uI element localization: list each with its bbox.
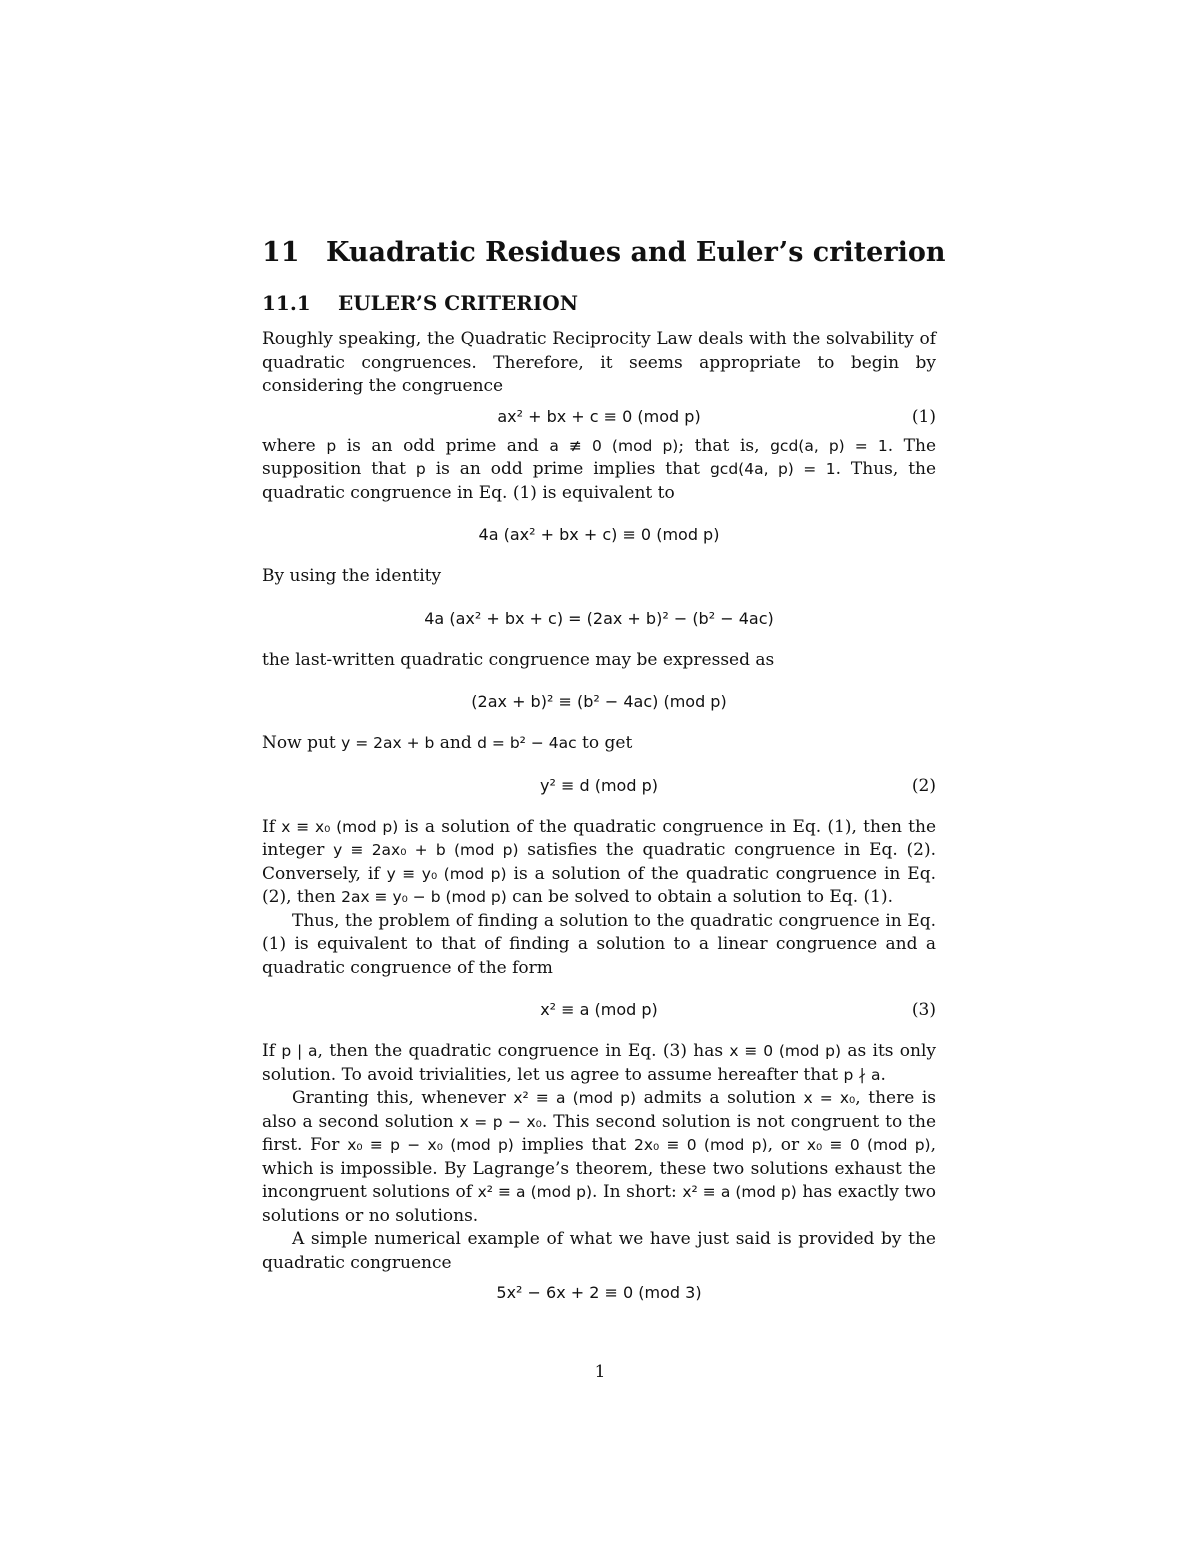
text-run: can be solved to obtain a solution to Eq. (1). [512, 887, 893, 907]
text-run: is a solution of the quadratic congruence in Eq. (2), then [262, 863, 936, 907]
equation-3-tag: (3) [911, 1000, 936, 1020]
text-run: implies that [521, 1135, 627, 1155]
text-run: , then the quadratic congruence in Eq. (3) has [317, 1041, 724, 1061]
math-inline: gcd(4a, p) = 1 [709, 460, 836, 478]
paragraph-prime-condition [262, 435, 936, 506]
text-run: satisfies the quadratic congruence in Eq. (2). Conversely, if [262, 840, 937, 884]
text-run: is a solution of the quadratic congruence in Eq. (1), then the integer [262, 816, 937, 860]
equation-1 [262, 405, 936, 429]
text-run: . In short: [592, 1182, 677, 1202]
math-inline: p ∤ a [843, 1065, 881, 1084]
text-run: . Thus, the quadratic congruence in Eq. (1) is equivalent to [262, 459, 937, 503]
text-run: Now put [262, 733, 336, 753]
equation-identity [262, 607, 936, 631]
subsection-number: 11.1 [262, 291, 311, 315]
paragraph-example-intro: A simple numerical example of what we have just said is provided by the quadratic congruence [262, 1229, 936, 1273]
text-run: . The supposition that [262, 435, 937, 479]
math-inline: gcd(a, p) = 1 [770, 436, 888, 455]
text-run: . [880, 1064, 886, 1085]
equation-square-form-body: (2ax + b)² ≡ (b² − 4ac) (mod p) [471, 692, 727, 711]
math-inline: 2x₀ ≡ 0 (mod p) [633, 1136, 768, 1154]
section-number: 11 [262, 237, 300, 268]
text-run: has exactly two solutions or no solutions. [262, 1182, 937, 1226]
text-run: is an odd prime and [346, 435, 539, 456]
math-inline: 2ax ≡ y₀ − b (mod p) [341, 888, 507, 906]
equation-equivalent-body: 4a (ax² + bx + c) ≡ 0 (mod p) [478, 525, 720, 544]
text-run: where [262, 435, 316, 456]
text-run: is an odd prime implies that [435, 459, 701, 479]
equation-2 [262, 774, 936, 798]
equation-3-body: x² ≡ a (mod p) [540, 1000, 658, 1019]
math-inline: x ≡ x₀ (mod p) [281, 817, 399, 836]
equation-example-body: 5x² − 6x + 2 ≡ 0 (mod 3) [496, 1283, 702, 1302]
text-run: admits a solution [643, 1088, 796, 1108]
equation-example [262, 1281, 936, 1305]
math-inline: x ≡ 0 (mod p) [729, 1042, 842, 1060]
paragraph-two-solutions [262, 1087, 936, 1228]
text-run: Granting this, whenever [292, 1088, 506, 1108]
equation-identity-body: 4a (ax² + bx + c) = (2ax + b)² − (b² − 4ac) [424, 608, 774, 628]
text-run: , there is also a second solution [262, 1088, 937, 1132]
math-inline: y ≡ y₀ (mod p) [386, 864, 507, 883]
text-run: to get [582, 733, 633, 753]
text-run: and [439, 733, 472, 753]
equation-1-tag: (1) [911, 406, 936, 427]
equation-2-body: y² ≡ d (mod p) [540, 775, 658, 795]
equation-2-tag: (2) [911, 775, 936, 796]
text-run: . This second solution is not congruent to the first. For [262, 1111, 937, 1155]
section-heading [262, 236, 946, 270]
paper-page [262, 236, 946, 1311]
math-inline: x = p − x₀ [459, 1112, 542, 1131]
page-number: 1 [594, 1362, 606, 1382]
text-run: ; that is, [678, 435, 760, 456]
math-inline: d = b² − 4ac [477, 734, 577, 752]
math-inline: x² ≡ a (mod p) [513, 1089, 637, 1107]
text-run: If [262, 816, 276, 837]
math-inline: x² ≡ a (mod p) [682, 1183, 797, 1201]
paragraph-trivial-case [262, 1040, 936, 1087]
equation-equivalent [262, 523, 936, 547]
paragraph-solutions [262, 816, 936, 910]
equation-1-body: ax² + bx + c ≡ 0 (mod p) [497, 406, 701, 426]
text-run: , which is impossible. By Lagrange’s theorem, these two solutions exhaust the incongruent solutions of [262, 1135, 937, 1202]
section-title: Kuadratic Residues and Euler’s criterion [326, 237, 946, 268]
math-inline: y = 2ax + b [341, 734, 435, 752]
equation-square-form [262, 690, 936, 714]
math-inline: x = x₀ [803, 1089, 856, 1107]
paragraph-reduction: Thus, the problem of finding a solution to the quadratic congruence in Eq. (1) is equivalent to that of finding a solution to a linear congruence and a quadratic congruence of the form [262, 910, 936, 978]
math-inline: x² ≡ a (mod p) [477, 1183, 593, 1201]
math-inline: p [326, 436, 337, 455]
math-inline: x₀ ≡ 0 (mod p) [806, 1136, 931, 1154]
equation-3 [262, 998, 936, 1022]
text-run: , or [767, 1135, 800, 1155]
math-inline: a ≢ 0 (mod p) [549, 436, 679, 455]
paragraph-identity-intro: By using the identity [262, 566, 442, 586]
paragraph-substitution [262, 732, 936, 756]
paragraph-intro: Roughly speaking, the Quadratic Reciprocity Law deals with the solvability of quadratic congruences. Therefore, it seems appropriate to begin by considering the congruence [262, 329, 936, 396]
math-inline: y ≡ 2ax₀ + b (mod p) [333, 841, 519, 859]
paragraph-rewritten: the last-written quadratic congruence may be expressed as [262, 649, 775, 670]
text-run: as its only solution. To avoid trivialities, let us agree to assume hereafter that [262, 1041, 937, 1085]
math-inline: x₀ ≡ p − x₀ (mod p) [347, 1136, 514, 1154]
math-inline: p | a [281, 1042, 318, 1060]
subsection-title: EULER’S CRITERION [338, 291, 578, 315]
math-inline: p [415, 460, 426, 478]
text-run: If [262, 1041, 276, 1061]
subsection-heading [262, 290, 936, 316]
